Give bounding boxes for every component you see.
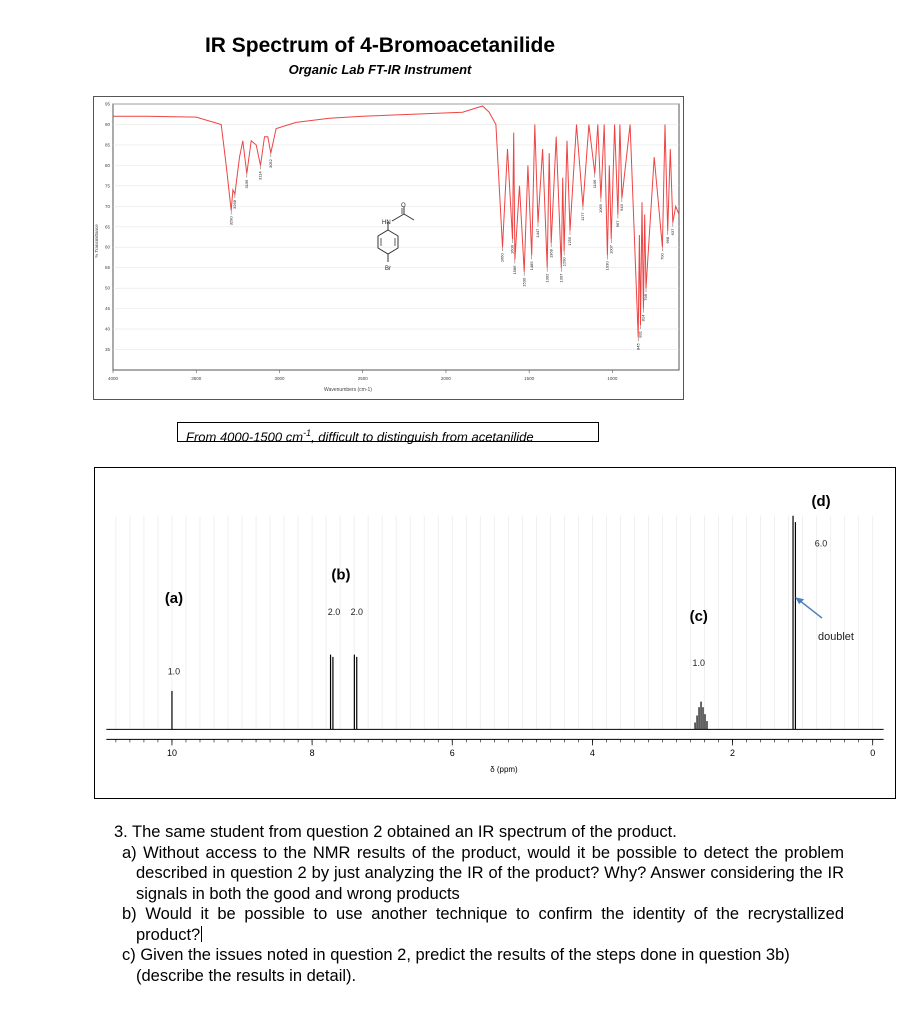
ir-y-tick-label: 85 (104, 142, 110, 148)
ir-y-tick-label: 35 (104, 347, 110, 353)
ir-peak-label: 798 (643, 294, 649, 301)
ir-x-tick-label: 2000 (440, 376, 451, 381)
ir-x-tick-label: 1500 (524, 376, 535, 381)
ir-chart-subtitle: Organic Lab FT-IR Instrument (288, 62, 472, 77)
ir-peak-label: 3114 (257, 171, 263, 180)
label-b: (b) (331, 567, 351, 584)
ir-peak-label: 1177 (580, 212, 586, 221)
ir-peak-label: 1392 (544, 273, 550, 283)
question-main: 3. The same student from question 2 obtained an IR spectrum of the product. (114, 823, 677, 841)
ir-x-tick-label: 3000 (274, 376, 285, 381)
ir-y-tick-label: 40 (104, 326, 110, 332)
label-d: (d) (811, 493, 831, 510)
ir-y-label: % Transmittance (94, 224, 99, 258)
ir-peak-label: 831 (637, 330, 643, 338)
caption-suffix: , difficult to distinguish from acetanilide (311, 429, 534, 445)
ir-y-tick-label: 80 (104, 162, 110, 168)
ir-y-tick-label: 75 (104, 183, 110, 189)
ir-peak-label: 1530 (521, 277, 527, 287)
ir-y-tick-label: 95 (104, 101, 110, 107)
nmr-tick-label: 4 (589, 748, 595, 759)
ir-y-tick-label: 55 (104, 265, 110, 271)
text-cursor (201, 926, 202, 942)
ir-peak-label: 1485 (528, 261, 534, 271)
ir-peak-label: 1660 (499, 253, 505, 263)
integration-b1: 2.0 (327, 607, 341, 618)
ir-peak-label: 1447 (535, 228, 541, 238)
ir-x-tick-label: 3500 (191, 376, 202, 381)
ir-y-tick-label: 60 (104, 244, 110, 250)
caption-prefix: From 4000-1500 cm (186, 429, 304, 445)
question-part-c: c) Given the issues noted in question 2, predict the results of the steps done in question 3b) (describe the results in detail). (122, 946, 790, 985)
nmr-gridlines (116, 516, 873, 730)
nmr-tick-label: 10 (166, 748, 177, 759)
ir-chart-title: IR Spectrum of 4-Bromoacetanilide (204, 34, 556, 57)
ir-peak-label: 1368 (548, 249, 554, 259)
caption-superscript: -1 (303, 428, 312, 438)
integration-a: 1.0 (167, 666, 181, 677)
ir-peak-label: 1069 (598, 204, 604, 214)
ir-y-tick-label: 90 (104, 121, 110, 127)
ir-x-label: Wavenumbers (cm-1) (324, 387, 372, 393)
ir-peak-label: 943 (619, 204, 625, 211)
ir-peak-label: 1255 (567, 236, 573, 246)
integration-c: 1.0 (692, 657, 705, 668)
ir-peak-label: 3052 (268, 159, 274, 169)
ir-y-tick-label: 50 (104, 285, 110, 291)
ir-y-tick-label: 45 (104, 306, 110, 312)
ir-peak-label: 3290 (228, 216, 234, 226)
ir-peak-label: 845 (635, 343, 641, 350)
nmr-spectrum-chart (94, 467, 896, 799)
doublet-annotation: doublet (818, 630, 854, 643)
nmr-tick-label: 2 (730, 748, 736, 759)
label-a: (a) (164, 591, 184, 608)
question-part-b-text: b) Would it be possible to use another technique to confirm the identity of the recrystallized product? (122, 905, 844, 944)
ir-peak-label: 1307 (558, 273, 564, 283)
question-part-b (114, 904, 844, 945)
ir-peak-label: 3196 (244, 179, 250, 189)
nmr-tick-label: 6 (449, 748, 455, 759)
question-part-a: a) Without access to the NMR results of the product, would it be possible to detect the problem described in question 2 by just analyzing the IR of the product? Why? Answer considering the IR signals in both the good and wrong products (122, 843, 844, 903)
ir-x-tick-label: 4000 (107, 376, 119, 381)
ir-peak-label: 1600 (509, 245, 515, 254)
molecule-bromine-label: Br (385, 266, 391, 272)
integration-d: 6.0 (814, 538, 828, 549)
ir-peak-label: 1106 (591, 179, 597, 189)
ir-peak-label: 1290 (561, 257, 567, 267)
ir-y-tick-label: 70 (104, 203, 110, 209)
ir-x-tick-label: 2500 (357, 376, 368, 381)
ir-peak-label: 700 (659, 253, 665, 260)
ir-peak-label: 1586 (512, 265, 518, 275)
nmr-x-ticks (116, 739, 875, 758)
ir-x-tick-label: 1000 (607, 376, 618, 381)
integration-b2: 2.0 (350, 607, 364, 618)
ir-peak-label: 668 (664, 236, 670, 244)
ir-caption-box (177, 422, 599, 445)
ir-peak-label: 967 (615, 220, 621, 228)
ir-peak-label: 814 (640, 314, 646, 322)
nmr-x-label: δ (ppm) (490, 765, 518, 775)
question-block (114, 822, 844, 986)
molecule-amine-label: HN (382, 220, 391, 226)
ir-peak-label: 3268 (232, 200, 238, 209)
ir-y-tick-label: 65 (104, 224, 110, 230)
nmr-tick-label: 0 (870, 748, 876, 759)
ir-peak-label: 637 (670, 228, 676, 236)
nmr-tick-label: 8 (309, 748, 315, 759)
molecule-oxygen-label: O (401, 203, 406, 209)
label-c: (c) (689, 609, 708, 626)
ir-peak-label: 1007 (608, 245, 614, 254)
ir-spectrum-chart (93, 96, 684, 400)
ir-peak-label: 1030 (604, 261, 610, 271)
